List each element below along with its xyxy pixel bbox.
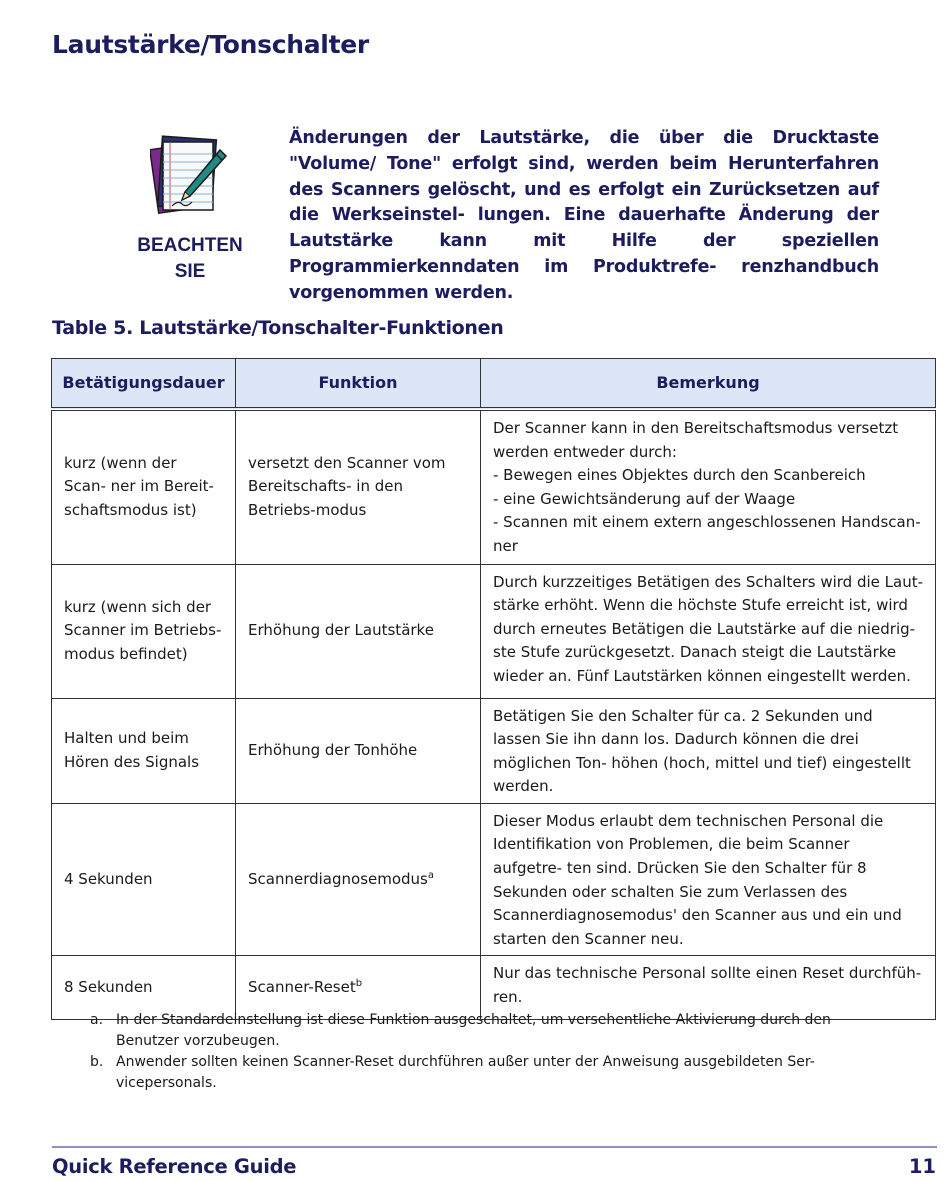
duration-cell: Halten und beim Hören des Signals <box>52 698 236 803</box>
footnote-text: Anwender sollten keinen Scanner-Reset durchführen außer unter der Anweisung ausgebildeten Ser- vicepersonals. <box>116 1054 815 1091</box>
function-cell: versetzt den Scanner vom Bereitschafts- in den Betriebs-modus <box>236 409 481 564</box>
footnote-mark: a. <box>90 1012 104 1028</box>
table-header-row <box>52 359 936 410</box>
footnote-ref: a <box>427 869 435 881</box>
footnote-mark: b. <box>90 1054 104 1070</box>
table-footnotes <box>90 1010 890 1094</box>
function-text: Scanner-Reset <box>248 978 356 997</box>
duration-cell: 8 Sekunden <box>52 956 236 1020</box>
function-text: Scannerdiagnosemodus <box>248 869 428 888</box>
note-text: Änderungen der Lautstärke, die über die Drucktaste "Volume/ Tone" erfolgt sind, werden beim Herunterfahren des Scanners gelöscht, und es erfolgt ein Zurücksetzen auf die Werkseinstel- lungen. Eine dauerhafte Änderung der Lautstärke kann mit Hilfe der speziellen Programmierkenndaten im Produktrefe- renzhandbuch vorgenommen werden. <box>289 128 879 303</box>
duration-cell: 4 Sekunden <box>52 803 236 956</box>
footnote <box>90 1010 890 1052</box>
notepad-pen-icon <box>150 132 230 216</box>
table-caption: Table 5. Lautstärke/Tonschalter-Funktionen <box>52 317 504 339</box>
duration-cell: kurz (wenn der Scan- ner im Bereit- schaftsmodus ist) <box>52 409 236 564</box>
footer-title: Quick Reference Guide <box>52 1155 297 1178</box>
remark-cell: Betätigen Sie den Schalter für ca. 2 Sekunden und lassen Sie ihn dann los. Dadurch können die drei möglichen Ton- höhen (hoch, mittel und tief) eingestellt werden. <box>481 698 936 803</box>
functions-table <box>51 358 936 1020</box>
remark-cell: Durch kurzzeitiges Betätigen des Schalters wird die Laut- stärke erhöht. Wenn die höchste Stufe erreicht ist, wird durch erneutes Betätigen die Lautstärke auf die niedrig- ste Stufe zurückgesetzt. Danach steigt die Lautstärke wieder an. Fünf Lautstärken können eingestellt werden. <box>481 564 936 698</box>
column-header-duration: Betätigungsdauer <box>52 359 236 410</box>
table-row <box>52 409 936 564</box>
page-number: 11 <box>908 1155 936 1178</box>
footnote-ref: b <box>355 978 363 990</box>
note-label: BEACHTEN SIE <box>137 235 243 282</box>
function-cell: Erhöhung der Lautstärke <box>236 564 481 698</box>
remark-cell: Dieser Modus erlaubt dem technischen Personal die Identifikation von Problemen, die beim Scanner aufgetre- ten sind. Drücken Sie den Schalter für 8 Sekunden oder schalten Sie zum Verlassen des Scannerdiagnosemodus' den Scanner aus und ein und starten den Scanner neu. <box>481 803 936 956</box>
footer-rule <box>52 1146 937 1148</box>
function-cell: Erhöhung der Tonhöhe <box>236 698 481 803</box>
page-heading: Lautstärke/Tonschalter <box>52 30 369 59</box>
footnote-text: In der Standardeinstellung ist diese Funktion ausgeschaltet, um versehentliche Aktivierung durch den Benutzer vorzubeugen. <box>116 1012 831 1049</box>
function-cell <box>236 803 481 956</box>
column-header-remark: Bemerkung <box>481 359 936 410</box>
footnote <box>90 1052 890 1094</box>
table-row <box>52 564 936 698</box>
remark-cell: Nur das technische Personal sollte einen Reset durchfüh- ren. <box>481 956 936 1020</box>
table-row <box>52 803 936 956</box>
remark-cell: Der Scanner kann in den Bereitschaftsmodus versetzt werden entweder durch: - Bewegen eines Objektes durch den Scanbereich - eine Gewichtsänderung auf der Waage - Scannen mit einem extern angeschlossenen Handscan- ner <box>481 409 936 564</box>
table-row <box>52 698 936 803</box>
column-header-function: Funktion <box>236 359 481 410</box>
duration-cell: kurz (wenn sich der Scanner im Betriebs- modus befindet) <box>52 564 236 698</box>
